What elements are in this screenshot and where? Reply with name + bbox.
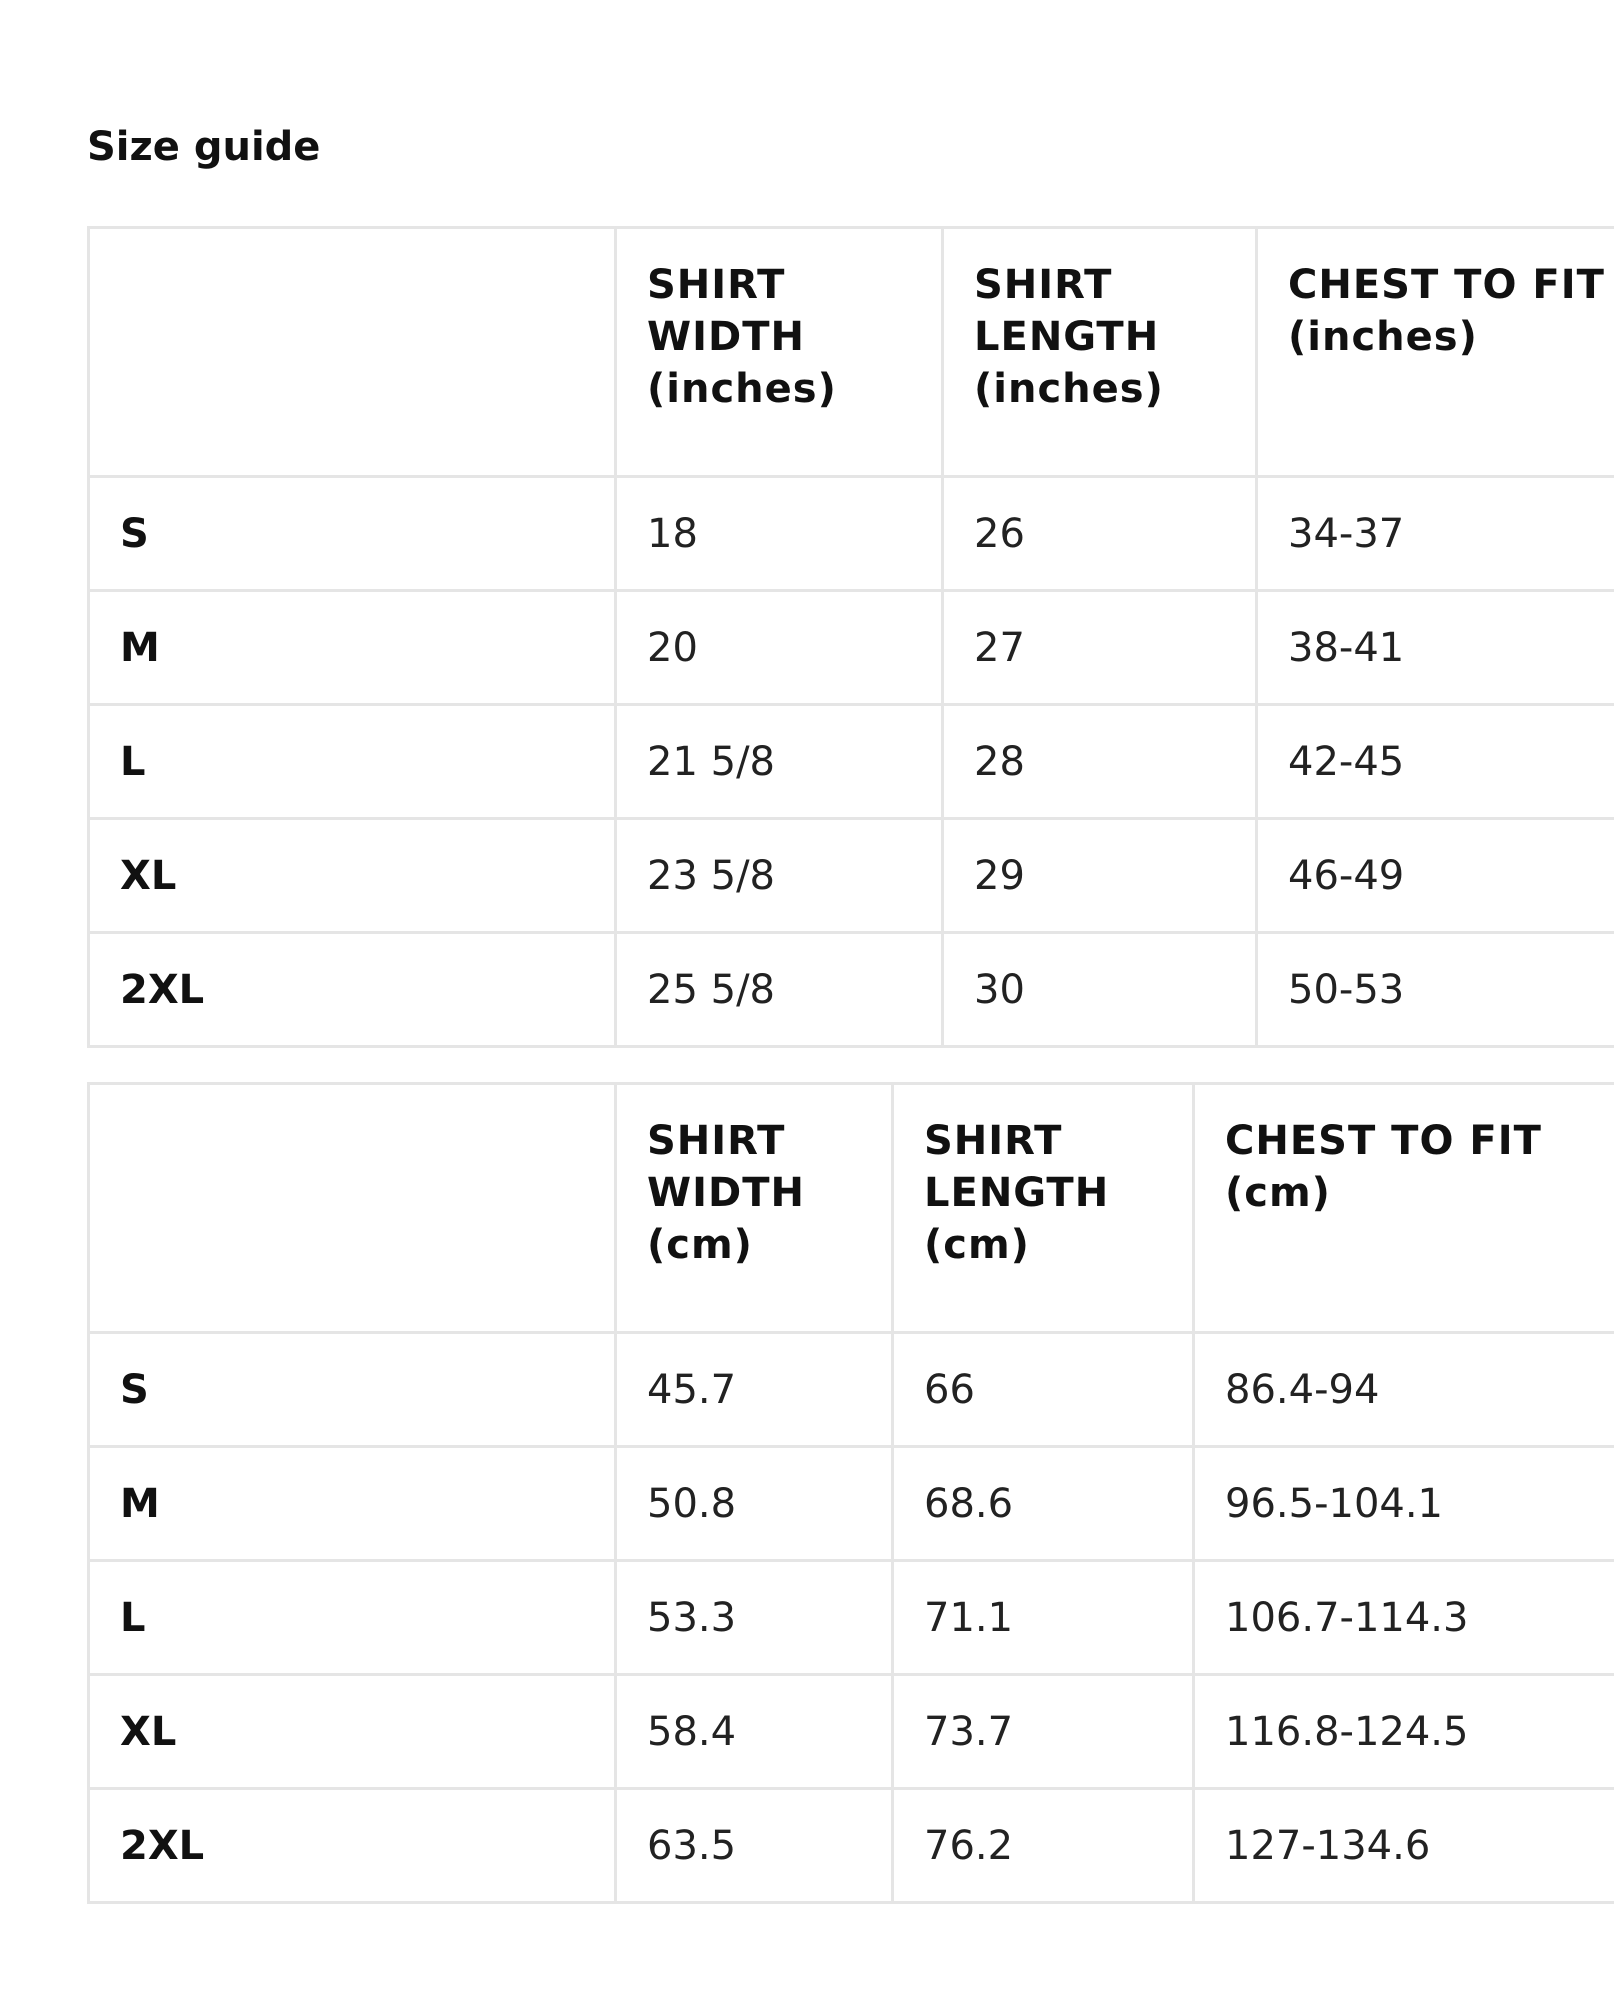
chest-to-fit-cell: 96.5-104.1 — [1194, 1447, 1614, 1561]
table-row — [89, 705, 1614, 819]
header-cell-size — [89, 228, 616, 477]
header-cell-shirt-width: SHIRT WIDTH (cm) — [616, 1084, 893, 1333]
shirt-width-cell: 21 5/8 — [616, 705, 943, 819]
table-row — [89, 477, 1614, 591]
size-label-cell: S — [89, 1333, 616, 1447]
table-row — [89, 591, 1614, 705]
size-label-cell: XL — [89, 1675, 616, 1789]
shirt-length-cell: 71.1 — [893, 1561, 1194, 1675]
shirt-length-cell: 73.7 — [893, 1675, 1194, 1789]
chest-to-fit-cell: 42-45 — [1257, 705, 1614, 819]
header-cell-chest-to-fit: CHEST TO FIT (inches) — [1257, 228, 1614, 477]
table-header-row — [89, 228, 1614, 477]
shirt-length-cell: 66 — [893, 1333, 1194, 1447]
shirt-width-cell: 25 5/8 — [616, 933, 943, 1047]
chest-to-fit-cell: 86.4-94 — [1194, 1333, 1614, 1447]
shirt-length-cell: 29 — [943, 819, 1257, 933]
size-label-cell: M — [89, 1447, 616, 1561]
size-label-cell: 2XL — [89, 1789, 616, 1903]
shirt-length-cell: 27 — [943, 591, 1257, 705]
header-cell-shirt-width: SHIRT WIDTH (inches) — [616, 228, 943, 477]
size-table-inches — [87, 226, 1614, 1048]
size-label-cell: L — [89, 705, 616, 819]
table-row — [89, 1561, 1614, 1675]
shirt-width-cell: 53.3 — [616, 1561, 893, 1675]
chest-to-fit-cell: 50-53 — [1257, 933, 1614, 1047]
size-label-cell: 2XL — [89, 933, 616, 1047]
shirt-width-cell: 58.4 — [616, 1675, 893, 1789]
header-cell-shirt-length: SHIRT LENGTH (cm) — [893, 1084, 1194, 1333]
shirt-length-cell: 30 — [943, 933, 1257, 1047]
chest-to-fit-cell: 106.7-114.3 — [1194, 1561, 1614, 1675]
shirt-width-cell: 20 — [616, 591, 943, 705]
header-cell-size — [89, 1084, 616, 1333]
shirt-length-cell: 28 — [943, 705, 1257, 819]
size-label-cell: L — [89, 1561, 616, 1675]
chest-to-fit-cell: 127-134.6 — [1194, 1789, 1614, 1903]
chest-to-fit-cell: 34-37 — [1257, 477, 1614, 591]
table-row — [89, 933, 1614, 1047]
page-title: Size guide — [87, 124, 321, 170]
shirt-length-cell: 68.6 — [893, 1447, 1194, 1561]
chest-to-fit-cell: 116.8-124.5 — [1194, 1675, 1614, 1789]
shirt-width-cell: 63.5 — [616, 1789, 893, 1903]
header-cell-chest-to-fit: CHEST TO FIT (cm) — [1194, 1084, 1614, 1333]
chest-to-fit-cell: 46-49 — [1257, 819, 1614, 933]
table-row — [89, 1675, 1614, 1789]
table-row — [89, 819, 1614, 933]
table-row — [89, 1333, 1614, 1447]
size-table-cm — [87, 1082, 1614, 1904]
shirt-width-cell: 50.8 — [616, 1447, 893, 1561]
shirt-width-cell: 45.7 — [616, 1333, 893, 1447]
size-label-cell: XL — [89, 819, 616, 933]
size-label-cell: S — [89, 477, 616, 591]
shirt-length-cell: 76.2 — [893, 1789, 1194, 1903]
shirt-width-cell: 18 — [616, 477, 943, 591]
shirt-length-cell: 26 — [943, 477, 1257, 591]
table-row — [89, 1447, 1614, 1561]
table-header-row — [89, 1084, 1614, 1333]
size-label-cell: M — [89, 591, 616, 705]
header-cell-shirt-length: SHIRT LENGTH (inches) — [943, 228, 1257, 477]
table-row — [89, 1789, 1614, 1903]
chest-to-fit-cell: 38-41 — [1257, 591, 1614, 705]
shirt-width-cell: 23 5/8 — [616, 819, 943, 933]
